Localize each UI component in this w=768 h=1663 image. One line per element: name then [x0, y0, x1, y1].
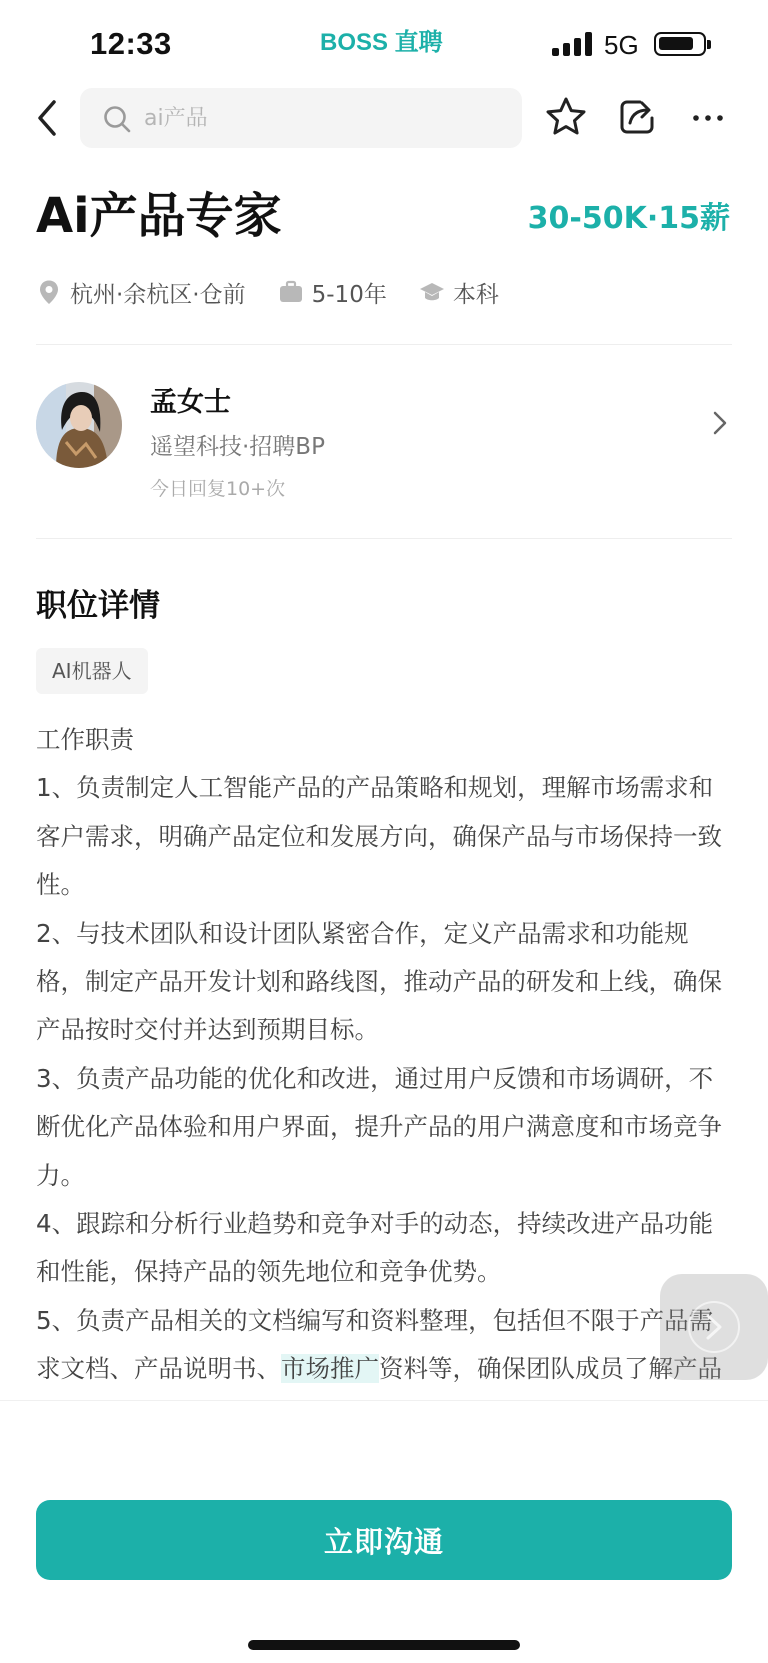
- section-title-job-details: 职位详情: [36, 588, 160, 624]
- education-info: [419, 276, 499, 309]
- duty-item: 3、负责产品功能的优化和改进，通过用户反馈和市场调研，不断优化产品体验和用户界面，提升产品的用户满意度和市场竞争力。: [36, 1063, 722, 1190]
- duty-item: 1、负责制定人工智能产品的产品策略和规划，理解市场需求和客户需求，明确产品定位和发展方向，确保产品与市场保持一致性。: [36, 773, 722, 900]
- star-icon[interactable]: [543, 94, 589, 140]
- search-box[interactable]: [80, 88, 522, 148]
- experience-text: 5-10年: [311, 281, 387, 308]
- salary: 30-50K·15薪: [527, 201, 730, 236]
- duty-item: 4、跟踪和分析行业趋势和竞争对手的动态，持续改进产品功能和性能，保持产品的领先地位和竞争优势。: [36, 1209, 714, 1287]
- back-arrow-icon: [30, 94, 70, 142]
- recruiter-reply-stat: 今日回复10+次: [150, 478, 286, 500]
- recruiter-card[interactable]: [36, 380, 732, 500]
- recruiter-name: 孟女士: [150, 387, 231, 418]
- chevron-right-icon: [708, 404, 732, 442]
- back-button[interactable]: [30, 94, 70, 142]
- signal-icon: [552, 32, 594, 56]
- location-info: [36, 276, 246, 309]
- graduation-cap-icon: [419, 279, 445, 305]
- location-text: 杭州·余杭区·仓前: [70, 281, 246, 308]
- recruiter-avatar[interactable]: [36, 382, 122, 468]
- job-description: [36, 716, 732, 1442]
- location-pin-icon: [36, 279, 62, 305]
- recruiter-company: 遥望科技·招聘BP: [150, 434, 325, 460]
- duties-heading: 工作职责: [36, 725, 134, 754]
- status-bar: [0, 0, 768, 80]
- search-icon: [102, 104, 132, 134]
- duty-text: 5、负责产品相关的文档编写和资料整理，包括但不限于产品需求文档、产品说明书、: [36, 1305, 714, 1384]
- network-type: 5G: [604, 30, 639, 60]
- status-time: 12:33: [90, 26, 172, 61]
- experience-info: [278, 276, 387, 309]
- app-label: BOSS 直聘: [320, 29, 443, 56]
- duty-text: 资料等，确保团队成员了解产品: [379, 1354, 722, 1384]
- search-input[interactable]: [144, 88, 504, 148]
- battery-icon: [654, 32, 706, 56]
- job-tag[interactable]: AI机器人: [36, 648, 148, 694]
- job-title: Ai产品专家: [36, 188, 282, 244]
- more-icon[interactable]: [686, 94, 732, 140]
- divider: [36, 344, 732, 345]
- chat-now-button[interactable]: 立即沟通: [36, 1500, 732, 1580]
- top-nav: [0, 86, 768, 150]
- home-indicator[interactable]: [248, 1640, 520, 1650]
- highlighted-keyword-link[interactable]: 市场推广: [281, 1354, 379, 1384]
- share-icon[interactable]: [614, 94, 660, 140]
- education-text: 本科: [452, 281, 499, 308]
- floating-assist-button[interactable]: [660, 1274, 768, 1380]
- job-meta: [36, 272, 531, 312]
- duty-item: 2、与技术团队和设计团队紧密合作，定义产品需求和功能规格，制定产品开发计划和路线图，推动产品的研发和上线，确保产品按时交付并达到预期目标。: [36, 918, 722, 1045]
- briefcase-icon: [278, 279, 304, 305]
- divider: [36, 538, 732, 539]
- arrow-right-icon: [702, 1312, 728, 1342]
